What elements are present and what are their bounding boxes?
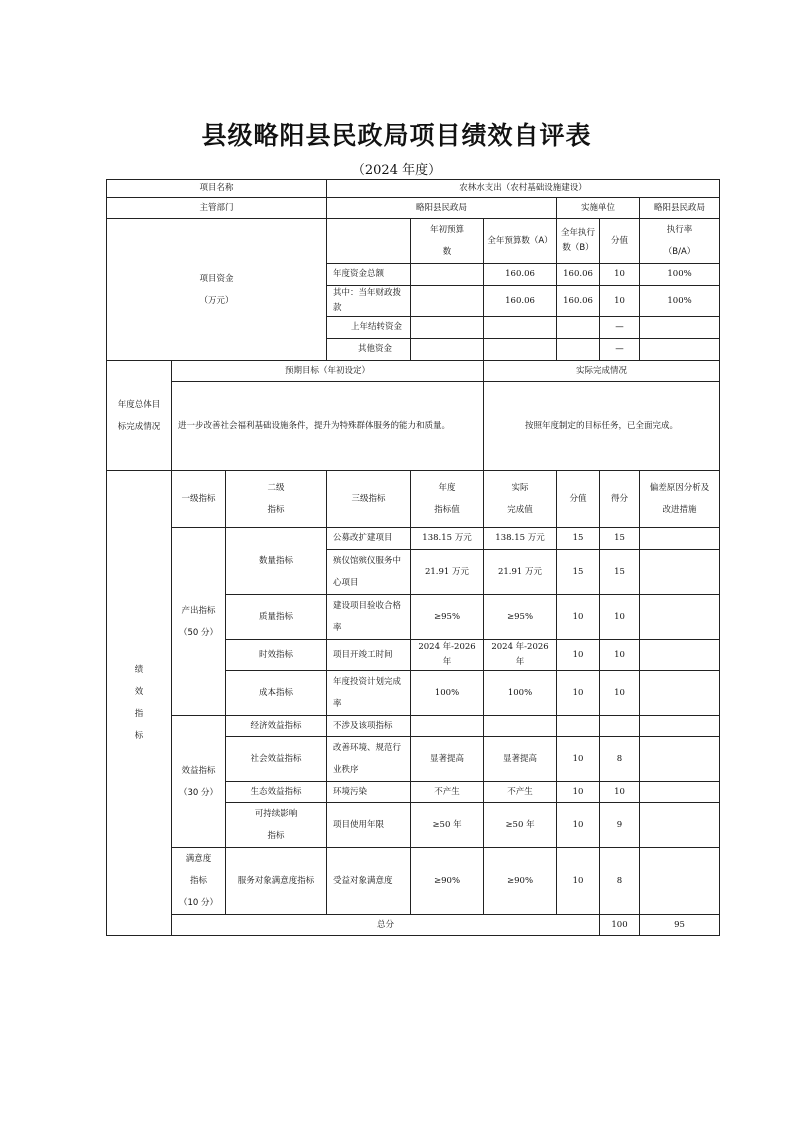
funds-label-line2: （万元）	[199, 295, 234, 306]
funds-head-rate-line2: （B/A）	[663, 247, 696, 257]
funds-head-exec: 全年执行数（B）	[557, 219, 600, 264]
score-cell: 10	[557, 848, 600, 915]
funds-blank-head	[327, 219, 411, 264]
benefit-label-line1: 效益指标	[181, 765, 216, 776]
funds-row-score: 10	[600, 264, 640, 286]
total-row	[107, 915, 720, 936]
got-cell: 10	[600, 671, 640, 716]
funds-row-initial	[411, 286, 484, 317]
side-char: 效	[134, 687, 144, 697]
funds-row-rate	[640, 317, 720, 339]
project-name-row	[107, 180, 720, 198]
goals-content-row	[107, 382, 720, 471]
target-cell: 100%	[411, 671, 484, 716]
goals-actual-text: 按照年度制定的目标任务，已全面完成。	[484, 382, 720, 471]
actual-cell	[484, 716, 557, 737]
funds-row-initial	[411, 339, 484, 361]
cost-label: 成本指标	[226, 671, 327, 716]
funds-head-initial-line1: 年初预算	[430, 225, 465, 235]
performance-table	[106, 179, 720, 936]
page-title: 县级略阳县民政局项目绩效自评表	[201, 121, 592, 150]
actual-cell: 2024 年-2026 年	[484, 640, 557, 671]
benefit-label-line2: （30 分）	[178, 787, 219, 798]
funds-row-score: —	[600, 339, 640, 361]
funds-row-exec	[557, 317, 600, 339]
funds-row-exec	[557, 339, 600, 361]
output-label-line2: （50 分）	[178, 627, 219, 638]
got-cell: 10	[600, 595, 640, 640]
reason-cell	[640, 803, 720, 848]
department-row	[107, 198, 720, 219]
funds-head-score: 分值	[600, 219, 640, 264]
reason-cell	[640, 716, 720, 737]
head-reason-line1: 偏差原因分析及	[649, 483, 710, 493]
level3-cell: 不涉及该项指标	[327, 716, 411, 737]
page-subtitle-year: （2024 年度）	[351, 163, 442, 178]
funds-row-budget: 160.06	[484, 264, 557, 286]
social-label: 社会效益指标	[226, 737, 327, 782]
actual-cell: ≥50 年	[484, 803, 557, 848]
goals-label-line2: 标完成情况	[117, 421, 161, 432]
head-level3: 三级指标	[327, 471, 411, 528]
reason-cell	[640, 550, 720, 595]
score-cell: 15	[557, 528, 600, 550]
total-got: 95	[640, 915, 720, 936]
target-cell: ≥95%	[411, 595, 484, 640]
target-cell: 2024 年-2026 年	[411, 640, 484, 671]
indicator-row	[107, 848, 720, 915]
side-char: 绩	[134, 665, 144, 675]
reason-cell	[640, 737, 720, 782]
project-name-label: 项目名称	[107, 180, 327, 198]
time-label: 时效指标	[226, 640, 327, 671]
actual-cell: ≥95%	[484, 595, 557, 640]
got-cell: 10	[600, 782, 640, 803]
got-cell: 9	[600, 803, 640, 848]
head-level2-line2: 指标	[267, 505, 285, 515]
satis-label	[172, 848, 226, 915]
funds-row-label: 年度资金总额	[327, 264, 411, 286]
actual-cell: 138.15 万元	[484, 528, 557, 550]
sustain-label	[226, 803, 327, 848]
level3-cell	[327, 550, 411, 595]
level3-line1: 改善环境、规范行	[333, 743, 402, 753]
level3-line2: 业秩序	[333, 765, 359, 775]
level3-line1: 建设项目验收合格	[333, 601, 402, 611]
funds-row-exec: 160.06	[557, 264, 600, 286]
dept-value: 略阳县民政局	[327, 198, 557, 219]
actual-cell: ≥90%	[484, 848, 557, 915]
level3-line2: 率	[333, 623, 342, 633]
head-actual	[484, 471, 557, 528]
head-actual-line2: 完成值	[507, 505, 533, 515]
reason-cell	[640, 528, 720, 550]
output-label	[172, 528, 226, 716]
indicator-row	[107, 528, 720, 550]
reason-cell	[640, 782, 720, 803]
funds-row-budget	[484, 339, 557, 361]
level3-cell: 公募改扩建项目	[327, 528, 411, 550]
funds-row-label: 其他资金	[327, 339, 411, 361]
got-cell: 15	[600, 528, 640, 550]
target-cell: ≥90%	[411, 848, 484, 915]
funds-row-rate: 100%	[640, 286, 720, 317]
goals-label	[107, 361, 172, 471]
goals-header-row	[107, 361, 720, 382]
target-cell: 21.91 万元	[411, 550, 484, 595]
goals-plan-head: 预期目标（年初设定）	[172, 361, 484, 382]
head-actual-line1: 实际	[511, 483, 529, 493]
total-score: 100	[600, 915, 640, 936]
reason-cell	[640, 848, 720, 915]
funds-label-line1: 项目资金	[199, 273, 234, 284]
benefit-label	[172, 716, 226, 848]
got-cell: 15	[600, 550, 640, 595]
actual-cell: 不产生	[484, 782, 557, 803]
score-cell: 10	[557, 671, 600, 716]
got-cell	[600, 716, 640, 737]
level3-cell	[327, 737, 411, 782]
actual-cell: 100%	[484, 671, 557, 716]
score-cell: 10	[557, 782, 600, 803]
head-got: 得分	[600, 471, 640, 528]
indicators-side-label	[107, 471, 172, 936]
target-cell: ≥50 年	[411, 803, 484, 848]
funds-row-rate: 100%	[640, 264, 720, 286]
funds-head-budget: 全年预算数（A）	[484, 219, 557, 264]
got-cell: 8	[600, 737, 640, 782]
funds-row-score: 10	[600, 286, 640, 317]
score-cell	[557, 716, 600, 737]
actual-cell: 21.91 万元	[484, 550, 557, 595]
reason-cell	[640, 640, 720, 671]
head-level2	[226, 471, 327, 528]
satis-label-line3: （10 分）	[178, 898, 219, 908]
project-name-value: 农林水支出（农村基础设施建设）	[327, 180, 720, 198]
level3-cell: 项目开竣工时间	[327, 640, 411, 671]
funds-row-budget: 160.06	[484, 286, 557, 317]
score-cell: 10	[557, 640, 600, 671]
indicator-row	[107, 716, 720, 737]
head-reason-line2: 改进措施	[662, 505, 697, 515]
head-level1: 一级指标	[172, 471, 226, 528]
goals-label-line1: 年度总体目	[117, 399, 161, 410]
head-reason	[640, 471, 720, 528]
level3-line2: 率	[333, 699, 342, 709]
score-cell: 10	[557, 737, 600, 782]
service-label: 服务对象满意度指标	[226, 848, 327, 915]
actual-cell: 显著提高	[484, 737, 557, 782]
target-cell	[411, 716, 484, 737]
funds-head-rate	[640, 219, 720, 264]
funds-label	[107, 219, 327, 361]
side-char: 指	[134, 709, 144, 719]
indicators-header-row	[107, 471, 720, 528]
sustain-label-line1: 可持续影响	[254, 809, 298, 819]
head-target	[411, 471, 484, 528]
level3-line1: 年度投资计划完成	[333, 677, 402, 687]
funds-row-rate	[640, 339, 720, 361]
funds-row-label: 其中：当年财政拨款	[327, 286, 411, 317]
head-target-line2: 指标值	[434, 505, 460, 515]
satis-label-line2: 指标	[189, 876, 207, 886]
target-cell: 显著提高	[411, 737, 484, 782]
funds-row-label: 上年结转资金	[327, 317, 411, 339]
funds-row-score: —	[600, 317, 640, 339]
funds-head-rate-line1: 执行率	[666, 225, 693, 235]
quantity-label: 数量指标	[226, 528, 327, 595]
got-cell: 10	[600, 640, 640, 671]
goals-plan-text: 进一步改善社会福利基础设施条件，提升为特殊群体服务的能力和质量。	[172, 382, 484, 471]
head-score: 分值	[557, 471, 600, 528]
funds-head-initial-line2: 数	[442, 247, 452, 257]
score-cell: 10	[557, 595, 600, 640]
funds-head-initial	[411, 219, 484, 264]
target-cell: 不产生	[411, 782, 484, 803]
quality-label: 质量指标	[226, 595, 327, 640]
sustain-label-line2: 指标	[267, 831, 285, 841]
level3-cell	[327, 671, 411, 716]
score-cell: 10	[557, 803, 600, 848]
impl-value: 略阳县民政局	[640, 198, 720, 219]
got-cell: 8	[600, 848, 640, 915]
econ-label: 经济效益指标	[226, 716, 327, 737]
funds-row-initial	[411, 264, 484, 286]
head-level2-line1: 二级	[267, 483, 285, 493]
dept-label: 主管部门	[107, 198, 327, 219]
funds-header-row	[107, 219, 720, 264]
reason-cell	[640, 671, 720, 716]
reason-cell	[640, 595, 720, 640]
impl-label: 实施单位	[557, 198, 640, 219]
level3-cell: 受益对象满意度	[327, 848, 411, 915]
target-cell: 138.15 万元	[411, 528, 484, 550]
score-cell: 15	[557, 550, 600, 595]
eco-label: 生态效益指标	[226, 782, 327, 803]
total-label: 总分	[172, 915, 600, 936]
funds-row-exec: 160.06	[557, 286, 600, 317]
level3-line2: 心项目	[333, 578, 359, 588]
funds-row-budget	[484, 317, 557, 339]
goals-actual-head: 实际完成情况	[484, 361, 720, 382]
output-label-line1: 产出指标	[181, 605, 216, 616]
satis-label-line1: 满意度	[185, 854, 212, 864]
funds-row-initial	[411, 317, 484, 339]
level3-line1: 殡仪馆殡仪服务中	[333, 556, 402, 566]
side-char: 标	[134, 731, 144, 741]
level3-cell	[327, 595, 411, 640]
level3-cell: 项目使用年限	[327, 803, 411, 848]
head-target-line1: 年度	[438, 483, 456, 493]
level3-cell: 环境污染	[327, 782, 411, 803]
